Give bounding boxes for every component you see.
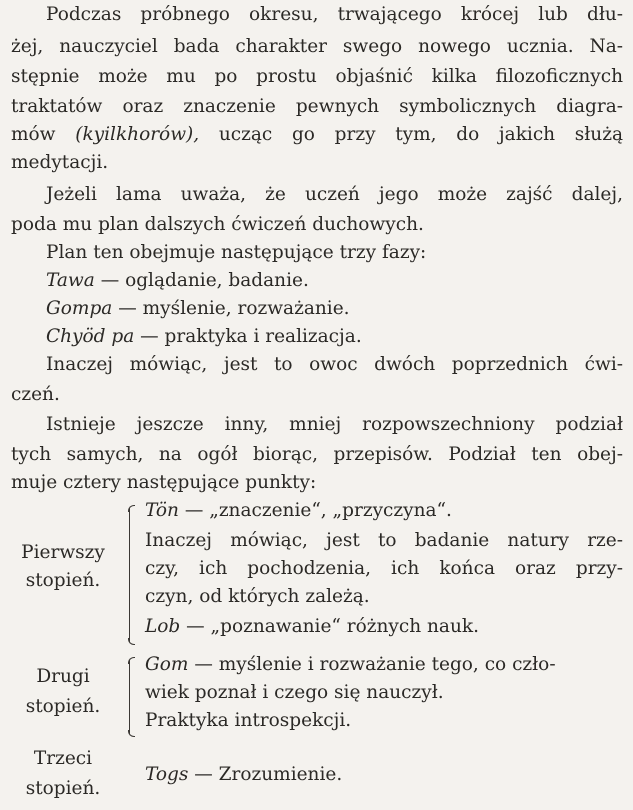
phase-term: Gompa: [46, 298, 113, 319]
phase-item: Tawa — oglądanie, badanie.: [46, 270, 309, 291]
text-line: Podczas próbnego okresu, trwającego krócej lub dłu-: [46, 4, 623, 25]
phase-term: Tawa: [46, 270, 95, 291]
degree-term: Lob: [145, 616, 181, 637]
text-line: poda mu plan dalszych ćwiczeń duchowych.: [11, 214, 424, 235]
degree-line: wiek poznał i czego się nauczył.: [145, 682, 444, 703]
bracket: [129, 660, 130, 734]
text-line: Plan ten obejmuje następujące trzy fazy:: [46, 242, 427, 263]
text-line: Jeżeli lama uważa, że uczeń jego może zajść dalej,: [46, 184, 623, 205]
degree-term: Gom: [145, 654, 189, 675]
degree-label-second: Drugi: [36, 666, 90, 687]
text-line: muje cztery następujące punkty:: [11, 472, 317, 493]
text-line: czeń.: [11, 384, 60, 405]
degree-label-third: stopień.: [25, 778, 101, 799]
text-line: żej, nauczyciel bada charakter swego nowego ucznia. Na-: [11, 36, 623, 57]
text-line: traktatów oraz znaczenie pewnych symbolicznych diagra-: [11, 96, 623, 117]
italic-term: (kyilkhorów),: [75, 124, 200, 145]
degree-label-first: stopień.: [25, 570, 101, 591]
text-line: stępnie może mu po prostu objaśnić kilka filozoficznych: [11, 66, 623, 87]
degree-label-second: stopień.: [25, 696, 101, 717]
bracket: [129, 508, 130, 642]
degree-label-first: Pierwszy: [21, 542, 105, 563]
degree-line: Praktyka introspekcji.: [145, 710, 352, 731]
degree-line: czyn, od których zależą.: [145, 586, 370, 607]
degree-line: Tön — „znaczenie“, „przyczyna“.: [145, 500, 452, 521]
text-line: medytacji.: [11, 152, 109, 173]
degree-line: Inaczej mówiąc, jest to badanie natury rze-: [145, 530, 623, 551]
degree-term: Tön: [145, 500, 179, 521]
text-line: Istnieje jeszcze inny, mniej rozpowszechniony podział: [46, 414, 623, 435]
degree-line: Lob — „poznawanie“ różnych nauk.: [145, 616, 479, 637]
text-line: Inaczej mówiąc, jest to owoc dwóch poprzednich ćwi-: [46, 354, 623, 375]
degree-term: Togs: [145, 764, 189, 785]
phase-term: Chyöd pa: [46, 326, 135, 347]
degree-label-third: Trzeci: [33, 748, 93, 769]
phase-item: Gompa — myślenie, rozważanie.: [46, 298, 350, 319]
phase-item: Chyöd pa — praktyka i realizacja.: [46, 326, 362, 347]
degree-line: Gom — myślenie i rozważanie tego, co czło-: [145, 654, 556, 675]
degree-line: czy, ich pochodzenia, ich końca oraz przy-: [145, 558, 623, 579]
degree-line: Togs — Zrozumienie.: [145, 764, 343, 785]
text-line: tych samych, na ogół biorąc, przepisów. Podział ten obej-: [11, 444, 623, 465]
text-line: mów (kyilkhorów), ucząc go przy tym, do jakich służą: [11, 124, 623, 145]
